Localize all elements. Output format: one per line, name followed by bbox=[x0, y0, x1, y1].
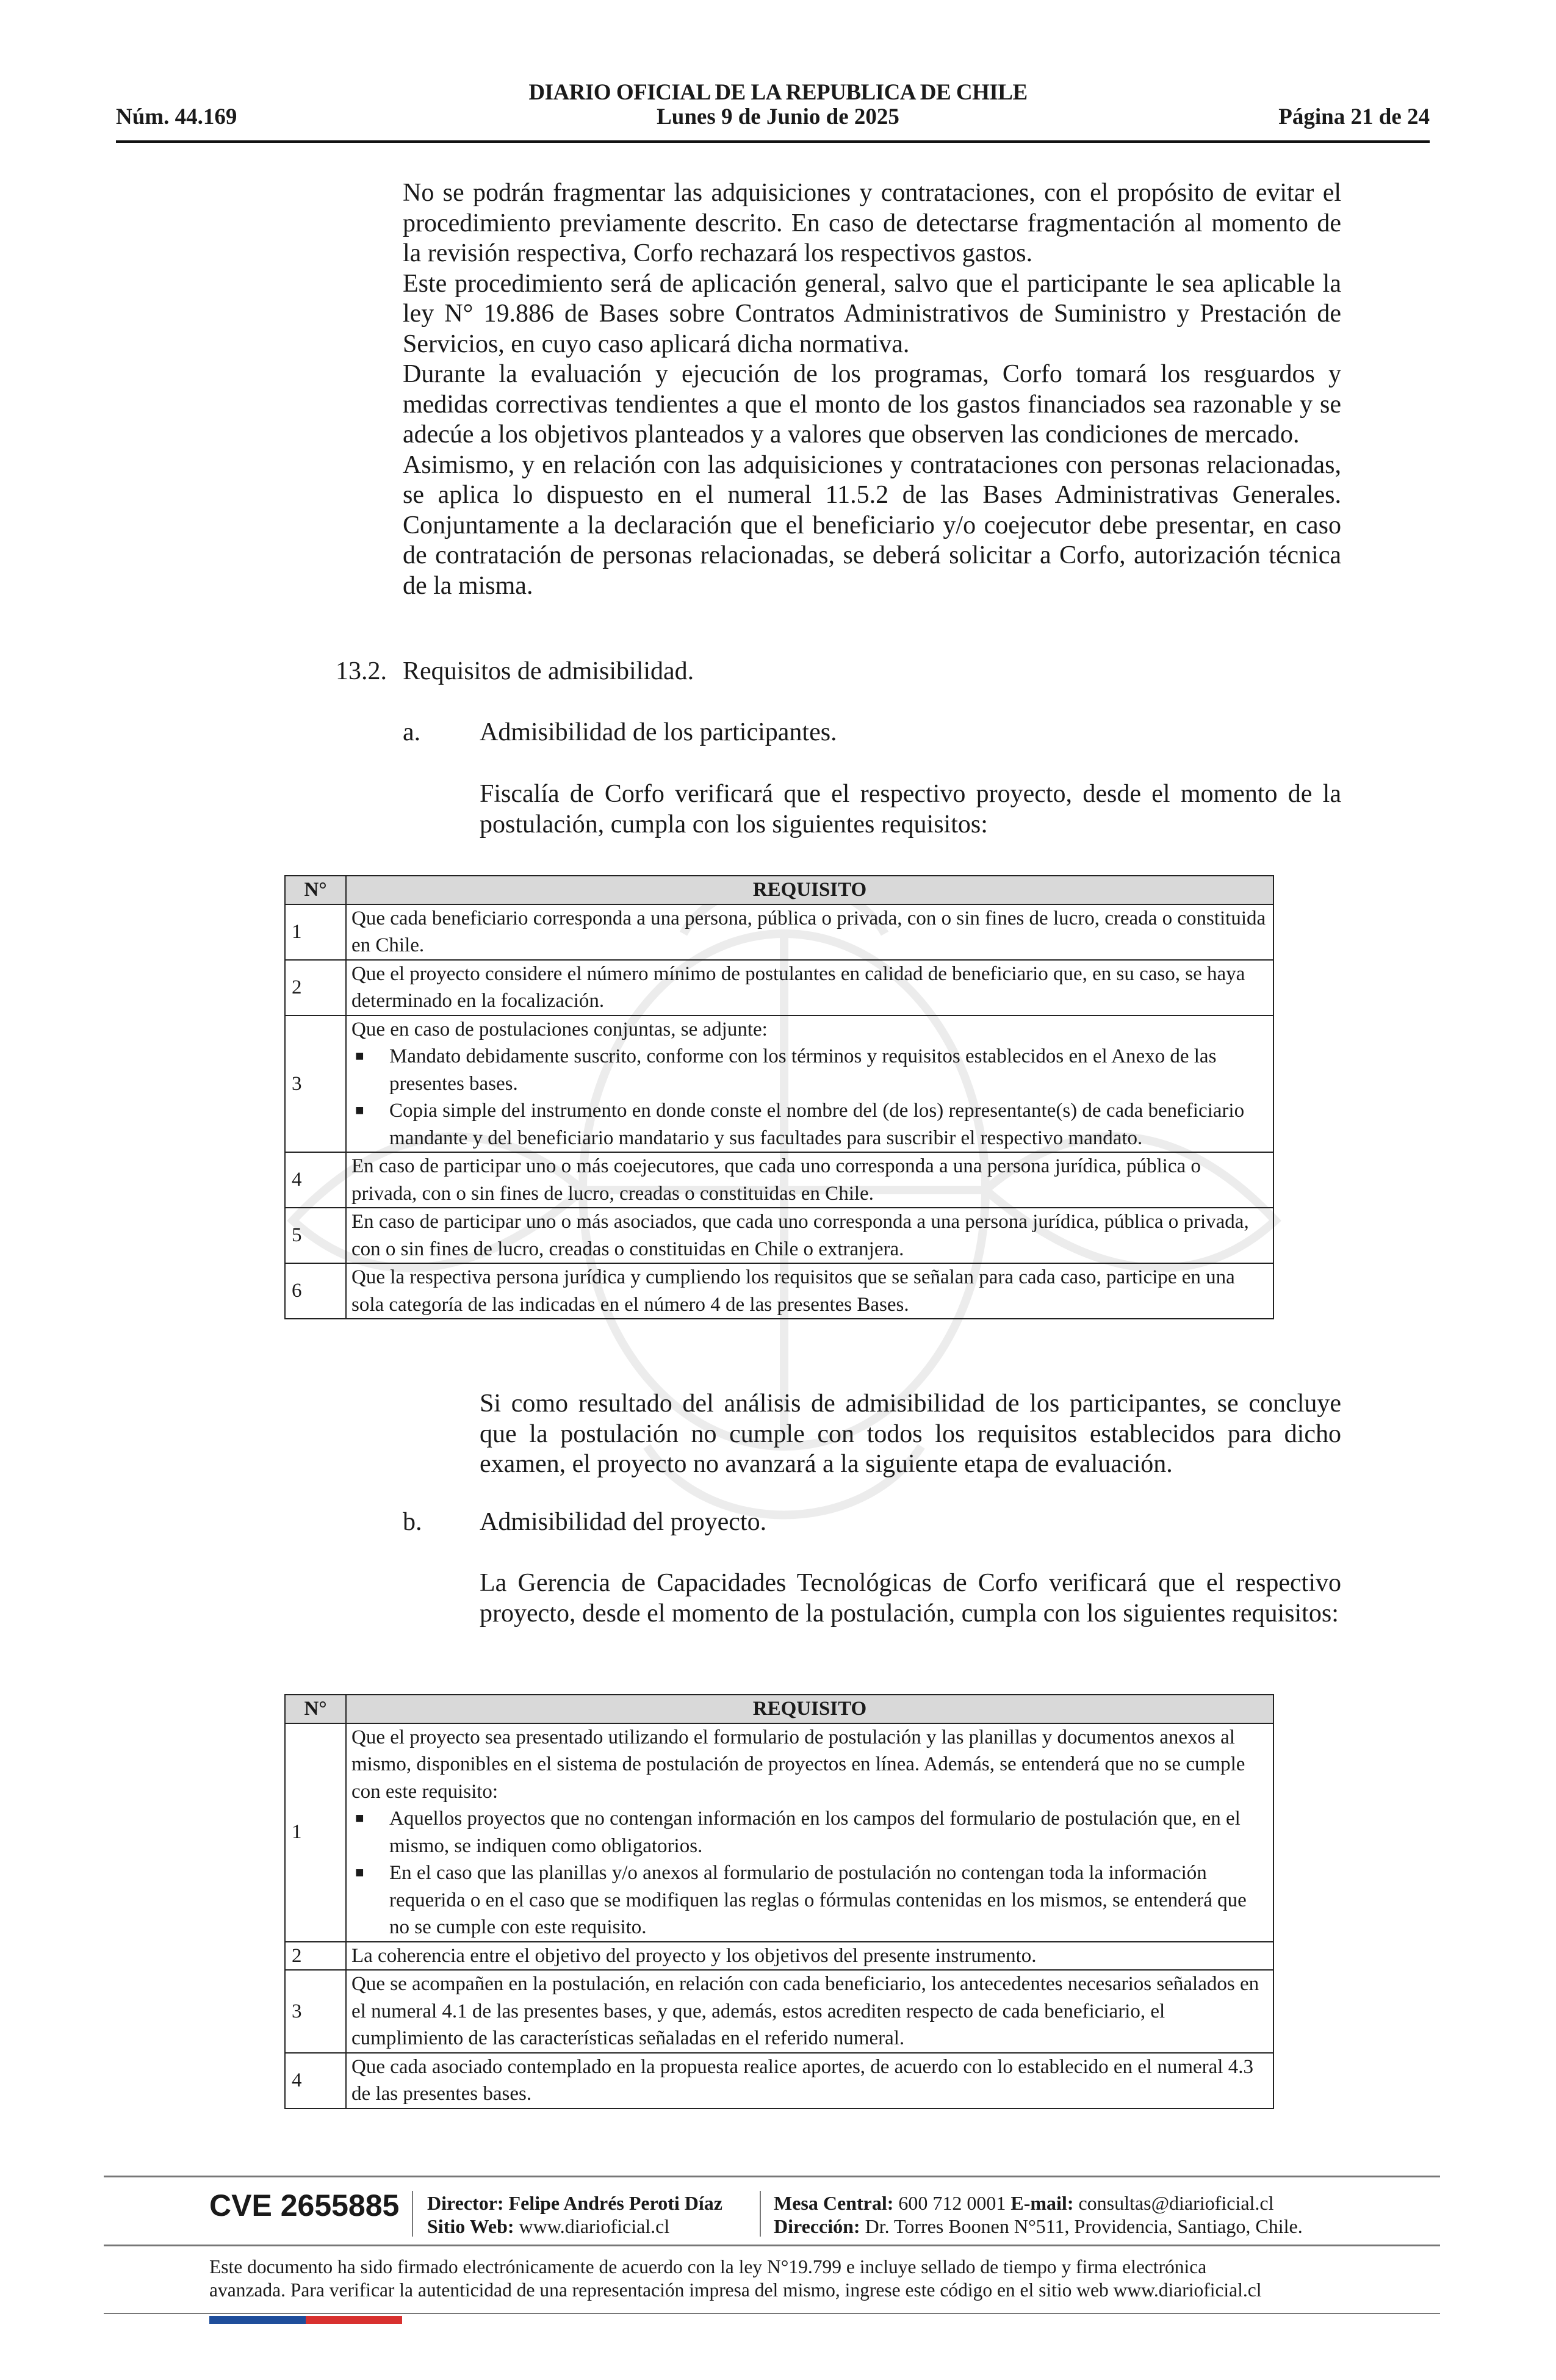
part-b-title: Admisibilidad del proyecto. bbox=[480, 1508, 767, 1536]
bullet-icon: ■ bbox=[355, 1103, 364, 1119]
table-row bbox=[285, 1015, 1273, 1153]
issue-number: Núm. 44.169 bbox=[116, 104, 237, 129]
flag-stripe-red bbox=[306, 2316, 402, 2324]
paragraph: No se podrán fragmentar las adquisiciones y contrataciones, con el propósito de evitar el procedimiento previamente descrito. En caso de detectarse fragmentación al momento de la revisión respectiva, Corfo rechazará los respectivos gastos. bbox=[403, 179, 1341, 267]
row-number: 4 bbox=[285, 1152, 346, 1208]
footer-address bbox=[774, 2215, 1303, 2238]
paragraph: Durante la evaluación y ejecución de los programas, Corfo tomará los resguardos y medidas correctivas tendientes a que el monto de los gastos financiados sea razonable y se adecúe a los objetivos planteados y a valores que observen las condiciones de mercado. bbox=[403, 360, 1341, 449]
table-row bbox=[285, 1152, 1273, 1208]
legal-line: avanzada. Para verificar la autenticidad de una representación impresa del mismo, ingrese este código en el sitio web www.diarioficial.cl bbox=[209, 2279, 1262, 2301]
row-requirement: En caso de participar uno o más coejecutores, que cada uno corresponda a una persona jurídica, pública o privada, con o sin fines de lucro, creadas o constituidas en Chile. bbox=[346, 1152, 1273, 1208]
project-requirements-table bbox=[284, 1694, 1274, 2109]
footer-separator bbox=[412, 2191, 413, 2237]
newspaper-title: DIARIO OFICIAL DE LA REPUBLICA DE CHILE bbox=[528, 80, 1028, 105]
footer-director bbox=[427, 2191, 722, 2215]
paragraph: Asimismo, y en relación con las adquisiciones y contrataciones con personas relacionadas, se aplica lo dispuesto en el numeral 11.5.2 de las Bases Administrativas Generales. Conjuntamente a la declaración que el beneficiario y/o coejecutor debe presentar, en caso de contratación de personas relacionadas, se deberá solicitar a Corfo, autorización técnica de la misma. bbox=[403, 450, 1341, 600]
table-header-row bbox=[285, 1695, 1273, 1723]
header-divider bbox=[116, 140, 1430, 143]
part-a-letter: a. bbox=[403, 718, 421, 746]
footer-divider bbox=[104, 2176, 1440, 2177]
row-number: 2 bbox=[285, 1942, 346, 1971]
flag-stripe-blue bbox=[209, 2316, 306, 2324]
column-header-number: N° bbox=[285, 876, 346, 904]
column-header-requirement: REQUISITO bbox=[346, 876, 1273, 904]
legal-line: Este documento ha sido firmado electrónicamente de acuerdo con la ley N°19.799 e incluye sellado de tiempo y firma electrónica bbox=[209, 2256, 1207, 2277]
row-number: 3 bbox=[285, 1015, 346, 1153]
requirement-text: Que en caso de postulaciones conjuntas, se adjunte: bbox=[351, 1018, 768, 1040]
table-row bbox=[285, 1263, 1273, 1319]
paragraph: Fiscalía de Corfo verificará que el respectivo proyecto, desde el momento de la postulación, cumpla con los siguientes requisitos: bbox=[480, 780, 1341, 838]
part-a-title: Admisibilidad de los participantes. bbox=[480, 718, 837, 746]
row-requirement: Que se acompañen en la postulación, en relación con cada beneficiario, los antecedentes necesarios señalados en el numeral 4.1 de las presentes bases, y que, además, estos acrediten respecto de cada beneficiario, el cumplimiento de las características señaladas en el referido numeral. bbox=[346, 1970, 1273, 2053]
cve-code: CVE 2655885 bbox=[209, 2188, 400, 2223]
footer-contact bbox=[774, 2191, 1274, 2215]
table-row bbox=[285, 1942, 1273, 1971]
issue-date: Lunes 9 de Junio de 2025 bbox=[657, 104, 899, 129]
part-b-intro bbox=[480, 1568, 1341, 1629]
row-requirement: En caso de participar uno o más asociados, que cada uno corresponda a una persona jurídica, pública o privada, con o sin fines de lucro, creadas o constituidas en Chile o extranjera. bbox=[346, 1208, 1273, 1263]
bullet-text: Copia simple del instrumento en donde conste el nombre del (de los) representante(s) de cada beneficiario mandante y del beneficiario mandatario y sus facultades para suscribir el respectivo mandato. bbox=[389, 1100, 1245, 1149]
bullet-icon: ■ bbox=[355, 1811, 364, 1826]
row-number: 2 bbox=[285, 960, 346, 1015]
phone-number: 600 712 0001 bbox=[898, 2192, 1006, 2214]
bullet-icon: ■ bbox=[355, 1048, 364, 1064]
phone-label: Mesa Central: bbox=[774, 2192, 894, 2214]
address-label: Dirección: bbox=[774, 2215, 860, 2237]
bullet-text: En el caso que las planillas y/o anexos al formulario de postulación no contengan toda la información requerida o en el caso que se modifiquen las reglas o fórmulas contenidas en los mismos, se entenderá que no se cumple con este requisito. bbox=[389, 1862, 1247, 1938]
row-requirement bbox=[346, 1015, 1273, 1153]
table-row bbox=[285, 1208, 1273, 1263]
table-header-row bbox=[285, 876, 1273, 904]
column-header-requirement: REQUISITO bbox=[346, 1695, 1273, 1723]
paragraph: La Gerencia de Capacidades Tecnológicas de Corfo verificará que el respectivo proyecto, desde el momento de la postulación, cumpla con los siguientes requisitos: bbox=[480, 1569, 1341, 1628]
intro-paragraphs bbox=[403, 178, 1341, 601]
website-link[interactable]: www.diarioficial.cl bbox=[519, 2215, 670, 2237]
website-label: Sitio Web: bbox=[427, 2215, 514, 2237]
section-number: 13.2. bbox=[336, 657, 387, 685]
row-requirement: Que cada asociado contemplado en la propuesta realice aportes, de acuerdo con lo establecido en el numeral 4.3 de las presentes bases. bbox=[346, 2053, 1273, 2108]
paragraph: Este procedimiento será de aplicación general, salvo que el participante le sea aplicable la ley N° 19.886 de Bases sobre Contratos Administrativos de Suministro y Prestación de Servicios, en cuyo caso aplicará dicha normativa. bbox=[403, 269, 1341, 358]
legal-notice bbox=[209, 2256, 1369, 2302]
bullet-item bbox=[351, 1805, 1268, 1859]
row-requirement bbox=[346, 1723, 1273, 1942]
table-row bbox=[285, 1970, 1273, 2053]
page-indicator: Página 21 de 24 bbox=[1278, 104, 1430, 129]
row-requirement: Que la respectiva persona jurídica y cumpliendo los requisitos que se señalan para cada caso, participe en una sola categoría de las indicadas en el número 4 de las presentes Bases. bbox=[346, 1263, 1273, 1319]
row-number: 5 bbox=[285, 1208, 346, 1263]
bullet-item bbox=[351, 1097, 1268, 1152]
table-row bbox=[285, 1723, 1273, 1942]
footer-divider bbox=[104, 2245, 1440, 2246]
row-number: 1 bbox=[285, 1723, 346, 1942]
bullet-text: Mandato debidamente suscrito, conforme con los términos y requisitos establecidos en el Anexo de las presentes bases. bbox=[389, 1045, 1217, 1095]
row-requirement: Que cada beneficiario corresponda a una persona, pública o privada, con o sin fines de lucro, creada o constituida en Chile. bbox=[346, 904, 1273, 960]
part-a-outro bbox=[480, 1389, 1341, 1480]
bullet-item bbox=[351, 1043, 1268, 1097]
email-link[interactable]: consultas@diarioficial.cl bbox=[1078, 2192, 1274, 2214]
row-requirement: La coherencia entre el objetivo del proyecto y los objetivos del presente instrumento. bbox=[346, 1942, 1273, 1971]
table-row bbox=[285, 904, 1273, 960]
row-requirement: Que el proyecto considere el número mínimo de postulantes en calidad de beneficiario que, en su caso, se haya determinado en la focalización. bbox=[346, 960, 1273, 1015]
bullet-icon: ■ bbox=[355, 1865, 364, 1881]
row-number: 1 bbox=[285, 904, 346, 960]
requirement-text: Que el proyecto sea presentado utilizando el formulario de postulación y las planillas y documentos anexos al mismo, disponibles en el sistema de postulación de proyectos en línea. Además, se entenderá que no se cumple con este requisito: bbox=[351, 1726, 1245, 1803]
row-number: 6 bbox=[285, 1263, 346, 1319]
bullet-text: Aquellos proyectos que no contengan información en los campos del formulario de postulación que, en el mismo, se indiquen como obligatorios. bbox=[389, 1808, 1241, 1857]
address-text: Dr. Torres Boonen N°511, Providencia, Santiago, Chile. bbox=[865, 2215, 1303, 2237]
footer-separator bbox=[760, 2191, 761, 2237]
row-number: 3 bbox=[285, 1970, 346, 2053]
column-header-number: N° bbox=[285, 1695, 346, 1723]
part-a-intro bbox=[480, 779, 1341, 840]
director-label: Director: bbox=[427, 2192, 504, 2214]
participants-requirements-table bbox=[284, 875, 1274, 1319]
table-row bbox=[285, 2053, 1273, 2108]
footer-divider bbox=[104, 2313, 1440, 2314]
bullet-item bbox=[351, 1859, 1268, 1941]
paragraph: Si como resultado del análisis de admisibilidad de los participantes, se concluye que la postulación no cumple con todos los requisitos establecidos para dicho examen, el proyecto no avanzará a la siguiente etapa de evaluación. bbox=[480, 1390, 1341, 1478]
director-name: Felipe Andrés Peroti Díaz bbox=[508, 2192, 722, 2214]
email-label: E-mail: bbox=[1010, 2192, 1074, 2214]
section-title: Requisitos de admisibilidad. bbox=[403, 657, 694, 685]
row-number: 4 bbox=[285, 2053, 346, 2108]
table-row bbox=[285, 960, 1273, 1015]
part-b-letter: b. bbox=[403, 1508, 422, 1536]
footer-website bbox=[427, 2215, 669, 2238]
